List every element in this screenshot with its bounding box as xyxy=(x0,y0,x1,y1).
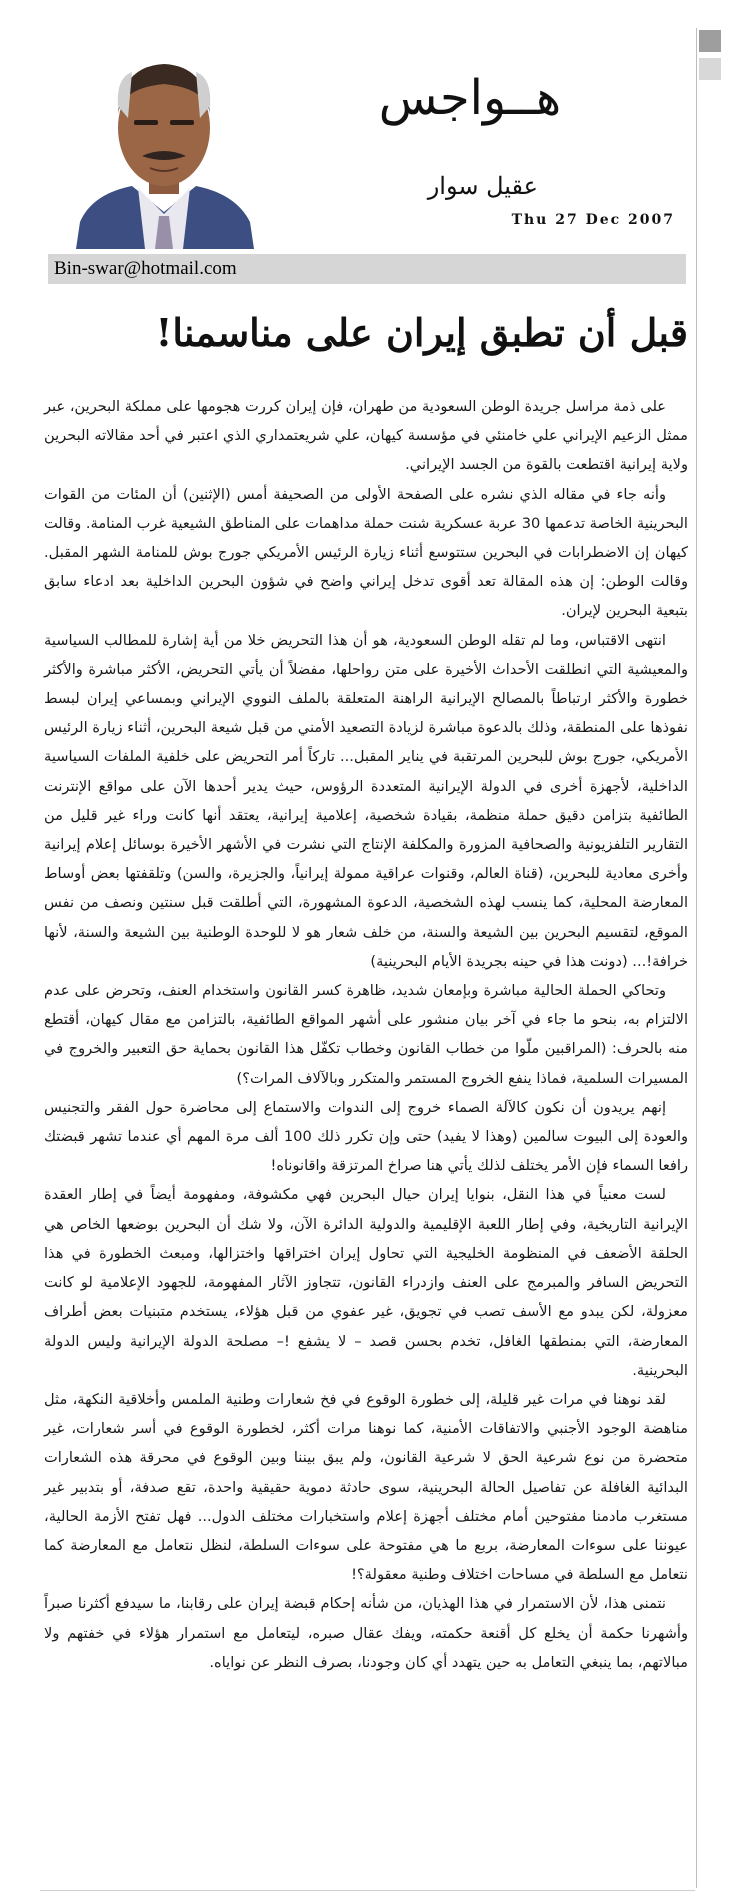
article-paragraph: لست معنياً في هذا النقل، بنوايا إيران حيال البحرين فهي مكشوفة، ومفهومة أيضاً في إطار العقدة الإيرانية التاريخية، وفي إطار اللعبة الإقليمية والدولية الدائرة الآن، ولا شك أن البحرين بوضعها الخاص هي الحلقة الأضعف في المنظومة الخليجية التي تحاول إيران اختراقها واختزالها، ومبعث الخطورة في هذا التحريض السافر والمبرمج على العنف وازدراء القانون، تتجاوز الآثار المفهومة، للجهود الإعلامية لو كانت معزولة، لكن يبدو مع الأسف تصب في تجويق، غير عفوي من قبل هؤلاء، يستخدم متبنيات بعض أطراف المعارضة، التي بمنطقها الغافل، تخدم بحسن قصد – لا يشفع !– مصلحة الدولة الإيرانية وليس الدولة البحرينية. xyxy=(44,1186,688,1379)
article-paragraph: إنهم يريدون أن نكون كالآلة الصماء خروج إلى الندوات والاستماع إلى محاضرة حول الفقر والتجنيس والعودة إلى البيوت سالمين (وهذا لا يفيد) حتى وإن تكرر ذلك 100 ألف مرة المهم أي عندما تشهر قبضتك رافعا السماء فإن الأمر يختلف لذلك يأتي هنا صراخ المرتزقة واقانوناه! xyxy=(44,1098,688,1175)
publication-date: Thu 27 Dec 2007 xyxy=(511,212,675,228)
article-paragraph: نتمنى هذا، لأن الاستمرار في هذا الهذيان، من شأنه إحكام قبضة إيران على رقابنا، ما سيدفع أكثرنا صبراً وأشهرنا حكمة أن يخلع كل أقنعة حكمته، ويفك عقال صبره، ليتعامل مع استمرار هؤلاء في خفتهم ولا مبالاتهم، بما ينبغي التعامل به حين يتهدد أي كان وجودنا، بصرف النظر عن نواياه. xyxy=(44,1595,688,1671)
page-gutter xyxy=(696,28,723,1888)
author-portrait xyxy=(70,44,258,249)
email-bar xyxy=(48,254,686,284)
article-paragraph: وتحاكي الحملة الحالية مباشرة وبإمعان شديد، ظاهرة كسر القانون واستخدام العنف، وتحرض على عدم الالتزام به، بنحو ما جاء في آخر بيان منشور على أشهر المواقع الطائفية، بالتزامن مع مقال كيهان، أقتطع منه بالحرف: (المراقبين ملّوا من خطاب القانون وخطاب تكفّل هذا القانون بحماية حق التعبير والخروج في المسيرات السلمية، فماذا ينفع الخروج المستمر والمتكرر وبالآلاف المرات؟) xyxy=(44,982,688,1087)
article-paragraph: لقد نوهنا في مرات غير قليلة، إلى خطورة الوقوع في فخ شعارات وطنية الملمس وأخلاقية النكهة، مثل مناهضة الوجود الأجنبي والاتفاقات الأمنية، كما نوهنا مرات أكثر، لخطورة الوقوع في أسر شعارات، غير متحضرة من نوع شرعية الحق لا شرعية القانون، ولم يبق بيننا وبين الوقوع في محرقة هذه الشعارات البدائية الغافلة عن تفاصيل الحالة البحرينية، سوى حادثة دموية حقيقية واحدة، تقع صدفة، أو بتدبير غير مستغرب مادمنا مفتوحين أمام مختلف أجهزة إعلام واستخبارات مختلف الدول... فهل تفتح الأزمة الحالية، عيوننا على سوءات المعارضة، بربع ما هي مفتوحة على سوءات السلطة، لنظل نتعامل مع المعارضة كما نتعامل مع السلطة في مساحات اختلاف وطنية معقولة؟! xyxy=(44,1390,688,1584)
author-name: عقيل سوار xyxy=(427,172,538,200)
author-photo-image xyxy=(70,44,258,249)
article-paragraph: على ذمة مراسل جريدة الوطن السعودية من طهران، فإن إيران كررت هجومها على مملكة البحرين، عبر ممثل الزعيم الإيراني علي خامنئي في مؤسسة كيهان، علي شريعتمداري الذي اعتبر في أحد مقالاته البحرين ولاية إيرانية اقتطعت بالقوة من الجسد الإيراني. xyxy=(44,398,688,474)
article-title: قبل أن تطبق إيران على مناسمنا! xyxy=(155,310,688,355)
author-email-link[interactable]: Bin-swar@hotmail.com xyxy=(54,258,237,279)
bottom-divider xyxy=(40,1890,695,1891)
column-name: هــواجس xyxy=(378,70,562,126)
scroll-up-block[interactable] xyxy=(699,30,721,52)
article-paragraph: انتهى الاقتباس، وما لم تقله الوطن السعودية، هو أن هذا التحريض خلا من أية إشارة للمطالب السياسية والمعيشية التي انطلقت الأحداث الأخيرة على متن رواحلها، مفضلاً أن يأتي التحريض، الأكثر مباشرة والأكثر خطورة والأكثر ارتباطاً بالمصالح الإيرانية الراهنة المتعلقة بالملف النووي الإيراني وبمساعي إيران لبسط نفوذها على المنطقة، وذلك بالدعوة مباشرة لزيادة التصعيد الأمني من قبل شيعة البحرين، أثناء زيارة الرئيس الأمريكي، جورج بوش للبحرين المرتقبة في يناير المقبل... تاركاً أمر التحريض على خلفية الملفات السياسية الداخلية، لأجهزة أخرى في الدولة الإيرانية المتعددة الرؤوس، حيث يدير أحدها الآن على مواقع الإنترنت الطائفية بتزامن دقيق حملة منظمة، بقيادة شخصية، إعلامية إيرانية، يعتقد أنها كانت وراء غير قليل من التقارير التلفزيونية والصحافية المزورة والمكلفة الإنتاج التي نشرت في الأشهر الأخيرة بوسائل إعلام إيرانية وأخرى معادية للبحرين، (قناة العالم، وقنوات عراقية ممولة إيرانياً، والجزيرة، والسن) وتلقفتها بعض أوساط المعارضة المحلية، كما ينسب لهذه الشخصية، الدعوة المشهورة، التي أطلقت قبل سنتين ونصف من نفس الموقع، لتقسيم البحرين بين الشيعة والسنة، من خلف شعار هو لا للوحدة الوطنية بين الشيعة والسنة، لأنها خرافة!... (دونت هذا في حينه بجريدة الأيام البحرينية) xyxy=(44,631,688,970)
article-paragraph: وأنه جاء في مقاله الذي نشره على الصفحة الأولى من الصحيفة أمس (الإثنين) أن المئات من القوات البحرينية الخاصة تدعمها 30 عربة عسكرية شنت حملة مداهمات على المناطق الشيعية غرب المنامة. وقالت كيهان إن الاضطرابات في البحرين ستتوسع أثناء زيارة الرئيس الأمريكي جورج بوش للمنامة الشهر المقبل. وقالت الوطن: إن هذه المقالة تعد أقوى تدخل إيراني واضح في شؤون البحرين الداخلية بعد ادعاء سابق بتبعية البحرين لإيران. xyxy=(44,485,688,620)
article-body xyxy=(44,392,688,1677)
scroll-thumb[interactable] xyxy=(699,58,721,80)
